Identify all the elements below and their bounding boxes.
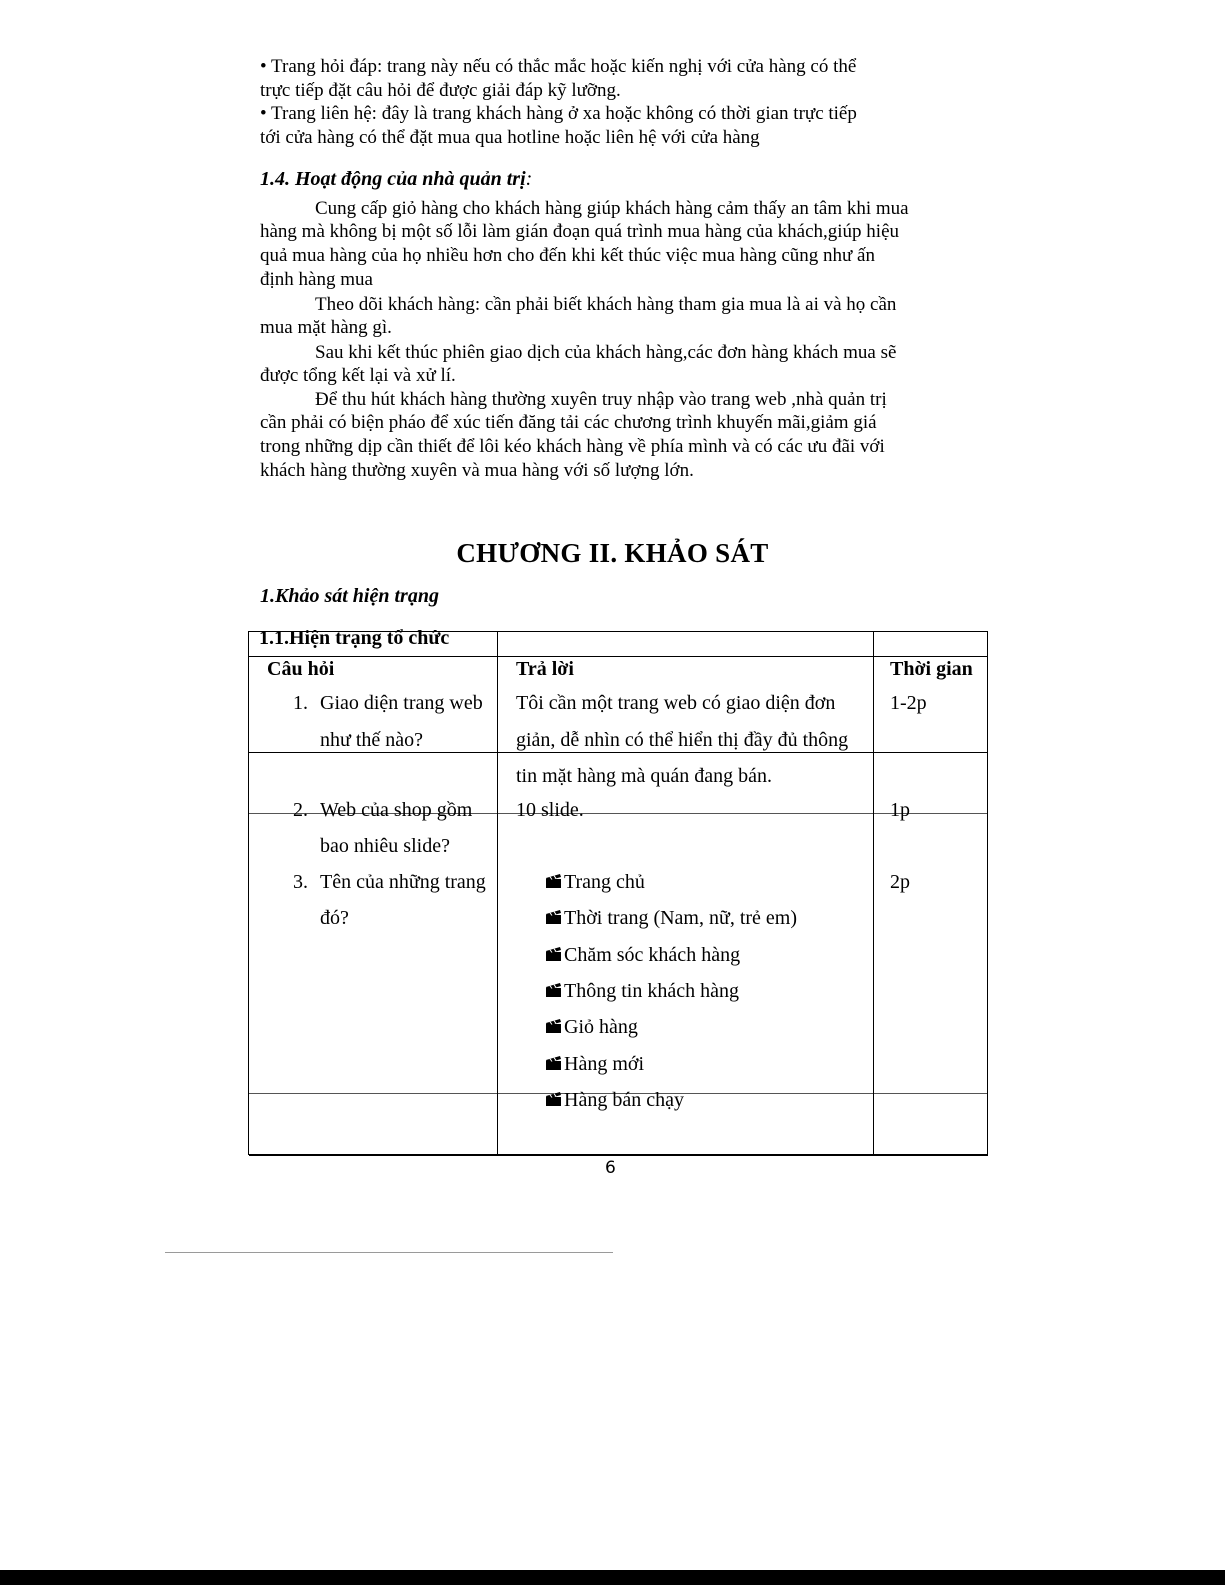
para-line: định hàng mua [260, 269, 373, 290]
page-list-item: Trang chủ [546, 870, 645, 894]
table-title: 1.1.Hiện trạng tổ chức [259, 627, 450, 649]
table-border [248, 631, 249, 1155]
page-list-item: Chăm sóc khách hàng [546, 943, 740, 967]
table-border [987, 631, 988, 1155]
para-line: mua mặt hàng gì. [260, 317, 392, 338]
header-answer: Trả lời [516, 658, 574, 680]
para-line: được tổng kết lại và xử lí. [260, 365, 456, 386]
answer-text: 10 slide. [516, 799, 584, 821]
question-text: Web của shop gồm [320, 799, 473, 821]
question-text: đó? [320, 907, 349, 929]
page-list-item: Thông tin khách hàng [546, 979, 739, 1003]
clapperboard-icon [546, 910, 561, 924]
page-list-item: Thời trang (Nam, nữ, trẻ em) [546, 906, 797, 930]
intro-line-1: • Trang hỏi đáp: trang này nếu có thắc mắc hoặc kiến nghị với cửa hàng có thể [260, 56, 857, 77]
question-text: Giao diện trang web [320, 692, 483, 714]
intro-line-2: trực tiếp đặt câu hỏi để được giải đáp kỹ lưỡng. [260, 80, 621, 101]
para-line: quả mua hàng của họ nhiều hơn cho đến khi kết thúc việc mua hàng cũng như ấn [260, 245, 875, 266]
time-value: 2p [890, 871, 910, 893]
para-line: cần phải có biện pháo để xúc tiến đăng tải các chương trình khuyến mãi,giảm giá [260, 412, 877, 433]
clapperboard-icon [546, 1019, 561, 1033]
para-line: Sau khi kết thúc phiên giao dịch của khách hàng,các đơn hàng khách mua sẽ [315, 342, 897, 363]
table-border [873, 631, 874, 1155]
clapperboard-icon [546, 874, 561, 888]
header-time: Thời gian [890, 658, 973, 680]
question-number: 3. [293, 871, 308, 893]
section-heading-1-4: 1.4. Hoạt động của nhà quản trị: [260, 168, 533, 190]
time-value: 1p [890, 799, 910, 821]
chapter-title: CHƯƠNG II. KHẢO SÁT [456, 538, 769, 568]
para-line: hàng mà không bị một số lỗi làm gián đoạn quá trình mua hàng của khách,giúp hiệu [260, 221, 900, 242]
para-line: Để thu hút khách hàng thường xuyên truy nhập vào trang web ,nhà quản trị [315, 389, 887, 410]
header-question: Câu hỏi [267, 658, 335, 680]
table-border [249, 752, 988, 753]
question-text: Tên của những trang [320, 871, 486, 893]
section-heading-1: 1.Khảo sát hiện trạng [260, 585, 439, 607]
footnote-separator [165, 1252, 613, 1253]
page-list-item: Hàng bán chạy [546, 1088, 684, 1112]
table-border [249, 1154, 988, 1156]
table-border [249, 656, 988, 657]
clapperboard-icon [546, 1092, 561, 1106]
page-list-item: Giỏ hàng [546, 1015, 638, 1039]
para-line: Cung cấp giỏ hàng cho khách hàng giúp khách hàng cảm thấy an tâm khi mua [315, 198, 909, 219]
answer-text: Tôi cần một trang web có giao diện đơn [516, 692, 836, 714]
clapperboard-icon [546, 1056, 561, 1070]
intro-line-3: • Trang liên hệ: đây là trang khách hàng ở xa hoặc không có thời gian trực tiếp [260, 103, 857, 124]
para-line: trong những dịp cần thiết để lôi kéo khách hàng về phía mình và có các ưu đãi với [260, 436, 885, 457]
time-value: 1-2p [890, 692, 927, 714]
para-line: Theo dõi khách hàng: cần phải biết khách hàng tham gia mua là ai và họ cần [315, 294, 897, 315]
question-text: như thế nào? [320, 729, 424, 751]
page-number: 6 [605, 1158, 616, 1178]
clapperboard-icon [546, 983, 561, 997]
bottom-bar [0, 1570, 1225, 1585]
answer-text: tin mặt hàng mà quán đang bán. [516, 765, 773, 787]
page-list-item: Hàng mới [546, 1052, 644, 1076]
question-text: bao nhiêu slide? [320, 835, 450, 857]
intro-line-4: tới cửa hàng có thể đặt mua qua hotline hoặc liên hệ với cửa hàng [260, 127, 760, 148]
answer-text: giản, dễ nhìn có thể hiển thị đầy đủ thông [516, 729, 849, 751]
question-number: 1. [293, 692, 308, 714]
clapperboard-icon [546, 947, 561, 961]
question-number: 2. [293, 799, 308, 821]
table-border [497, 631, 498, 1155]
para-line: khách hàng thường xuyên và mua hàng với số lượng lớn. [260, 460, 694, 481]
